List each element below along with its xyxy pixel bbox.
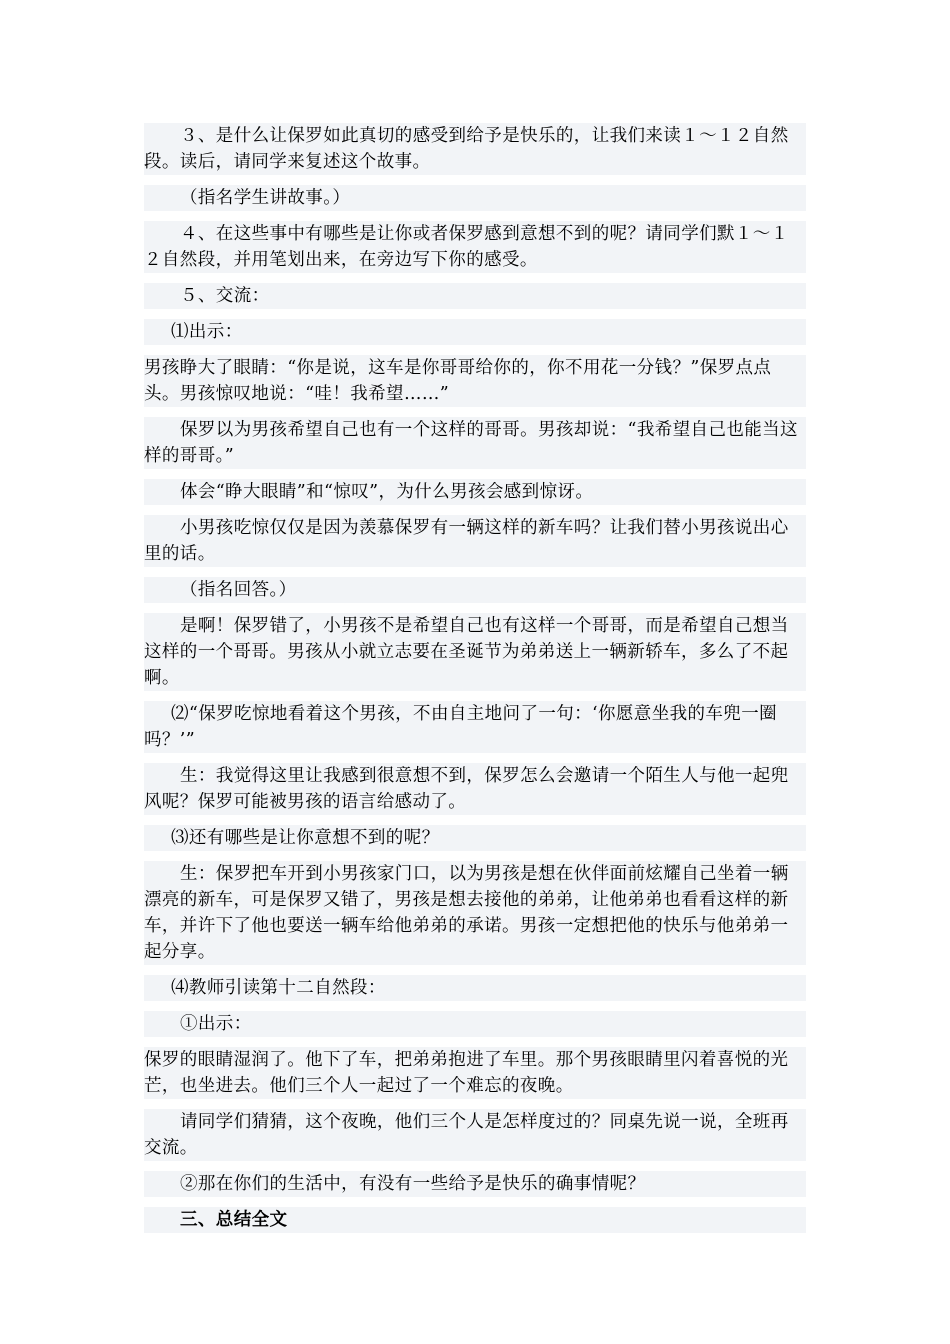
section-heading: 三、总结全文 [144, 1207, 806, 1233]
paragraph-13: 生：我觉得这里让我感到很意想不到，保罗怎么会邀请一个陌生人与他一起兜风呢？保罗可能被男孩的语言给感动了。 [144, 763, 806, 815]
quote-1: 男孩睁大了眼睛：“你是说，这车是你哥哥给你的，你不用花一分钱？”保罗点点头。男孩惊叹地说：“哇！我希望……” [144, 355, 806, 407]
paragraph-10: （指名回答。） [144, 577, 806, 603]
paragraph-5: ⑴出示： [144, 319, 806, 345]
paragraph-15: 生：保罗把车开到小男孩家门口，以为男孩是想在伙伴面前炫耀自己坐着一辆漂亮的新车，可是保罗又错了，男孩是想去接他的弟弟，让他弟弟也看看这样的新车，并许下了他也要送一辆车给他弟弟的承诺。男孩一定想把他的快乐与他弟弟一起分享。 [144, 861, 806, 965]
paragraph-7: 保罗以为男孩希望自己也有一个这样的哥哥。男孩却说：“我希望自己也能当这样的哥哥。” [144, 417, 806, 469]
paragraph-1: ３、是什么让保罗如此真切的感受到给予是快乐的，让我们来读１～１２自然段。读后，请同学来复述这个故事。 [144, 123, 806, 175]
paragraph-20: ②那在你们的生活中，有没有一些给予是快乐的确事情呢？ [144, 1171, 806, 1197]
paragraph-19: 请同学们猜猜，这个夜晚，他们三个人是怎样度过的？同桌先说一说，全班再交流。 [144, 1109, 806, 1161]
paragraph-9: 小男孩吃惊仅仅是因为羡慕保罗有一辆这样的新车吗？让我们替小男孩说出心里的话。 [144, 515, 806, 567]
document-body [144, 123, 806, 1243]
paragraph-16: ⑷教师引读第十二自然段： [144, 975, 806, 1001]
paragraph-3: ４、在这些事中有哪些是让你或者保罗感到意想不到的呢？请同学们默１～１２自然段，并用笔划出来，在旁边写下你的感受。 [144, 221, 806, 273]
paragraph-11: 是啊！保罗错了，小男孩不是希望自己也有这样一个哥哥，而是希望自己想当这样的一个哥哥。男孩从小就立志要在圣诞节为弟弟送上一辆新轿车，多么了不起啊。 [144, 613, 806, 691]
paragraph-8: 体会“睁大眼睛”和“惊叹”，为什么男孩会感到惊讶。 [144, 479, 806, 505]
paragraph-2: （指名学生讲故事。） [144, 185, 806, 211]
paragraph-12: ⑵“保罗吃惊地看着这个男孩，不由自主地问了一句：‘你愿意坐我的车兜一圈吗？’” [144, 701, 806, 753]
paragraph-14: ⑶还有哪些是让你意想不到的呢？ [144, 825, 806, 851]
quote-2: 保罗的眼睛湿润了。他下了车，把弟弟抱进了车里。那个男孩眼睛里闪着喜悦的光芒，也坐进去。他们三个人一起过了一个难忘的夜晚。 [144, 1047, 806, 1099]
paragraph-17: ①出示： [144, 1011, 806, 1037]
paragraph-4: ５、交流： [144, 283, 806, 309]
